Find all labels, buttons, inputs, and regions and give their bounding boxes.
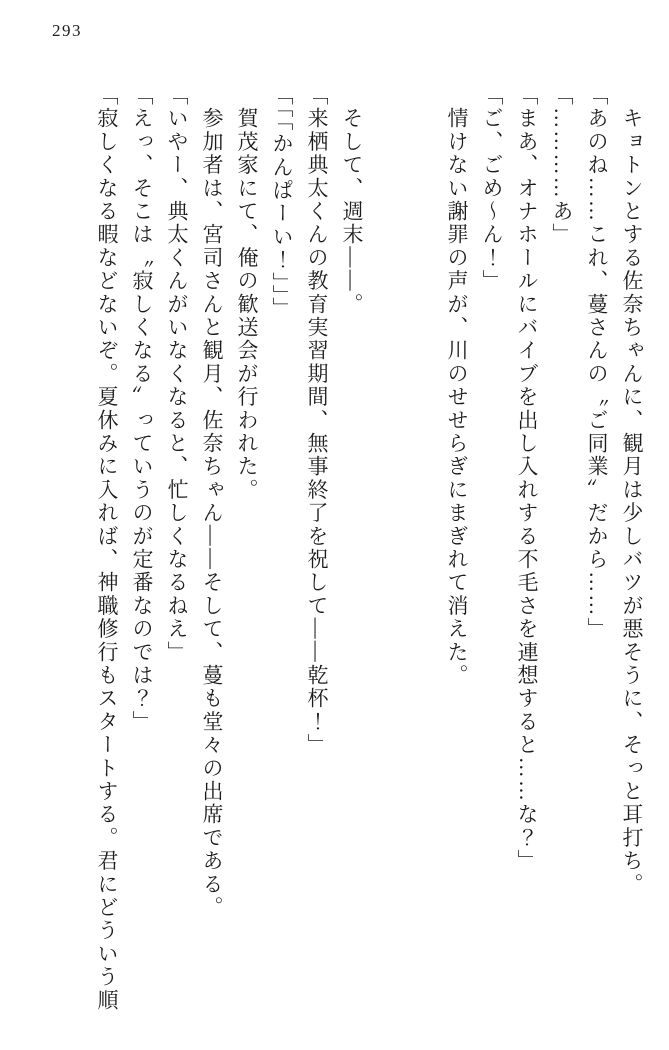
text-line-dialogue: 「いやー、典太くんがいなくなると、忙しくなるねえ」 [165, 84, 189, 664]
text-line-dialogue: 「まあ、オナホールにバイブを出し入れする不毛さを連想すると……な？」 [515, 84, 539, 873]
text-line-dialogue: 「ご、ごめ〜ん！」 [480, 84, 504, 293]
text-line-dialogue: 「あのね……これ、蔓さんの〝ご同業〟だから……」 [585, 84, 609, 641]
text-line-dialogue: 「えっ、そこは〝寂しくなる〟っていうのが定番なのでは？」 [130, 84, 154, 734]
text-line-narrative: 情けない謝罪の声が、川のせせらぎにまぎれて消えた。 [445, 84, 469, 688]
text-line-narrative: 賀茂家にて、俺の歓送会が行われた。 [235, 84, 259, 502]
text-line-dialogue: 「来栖典太くんの教育実習期間、無事終了を祝して――乾杯！」 [305, 84, 329, 757]
text-line-blank [404, 84, 439, 1028]
text-line-dialogue: 「「「かんぱーい！」」」 [270, 84, 294, 321]
text-line-narrative: そして、週末――。 [340, 84, 364, 316]
page-number: 293 [52, 21, 82, 40]
text-line-dialogue: 「…………あ」 [550, 84, 574, 247]
text-line-blank [369, 84, 404, 1028]
page-text [89, 84, 649, 1028]
text-line-narrative: キョトンとする佐奈ちゃんに、観月は少しバツが悪そうに、そっと耳打ち。 [620, 84, 644, 896]
text-line-dialogue: 「寂しくなる暇などないぞ。夏休みに入れば、神職修行もスタートする。君にどういう順 [95, 84, 119, 1012]
text-line-narrative: 参加者は、宮司さんと観月、佐奈ちゃん――そして、蔓も堂々の出席である。 [200, 84, 224, 920]
